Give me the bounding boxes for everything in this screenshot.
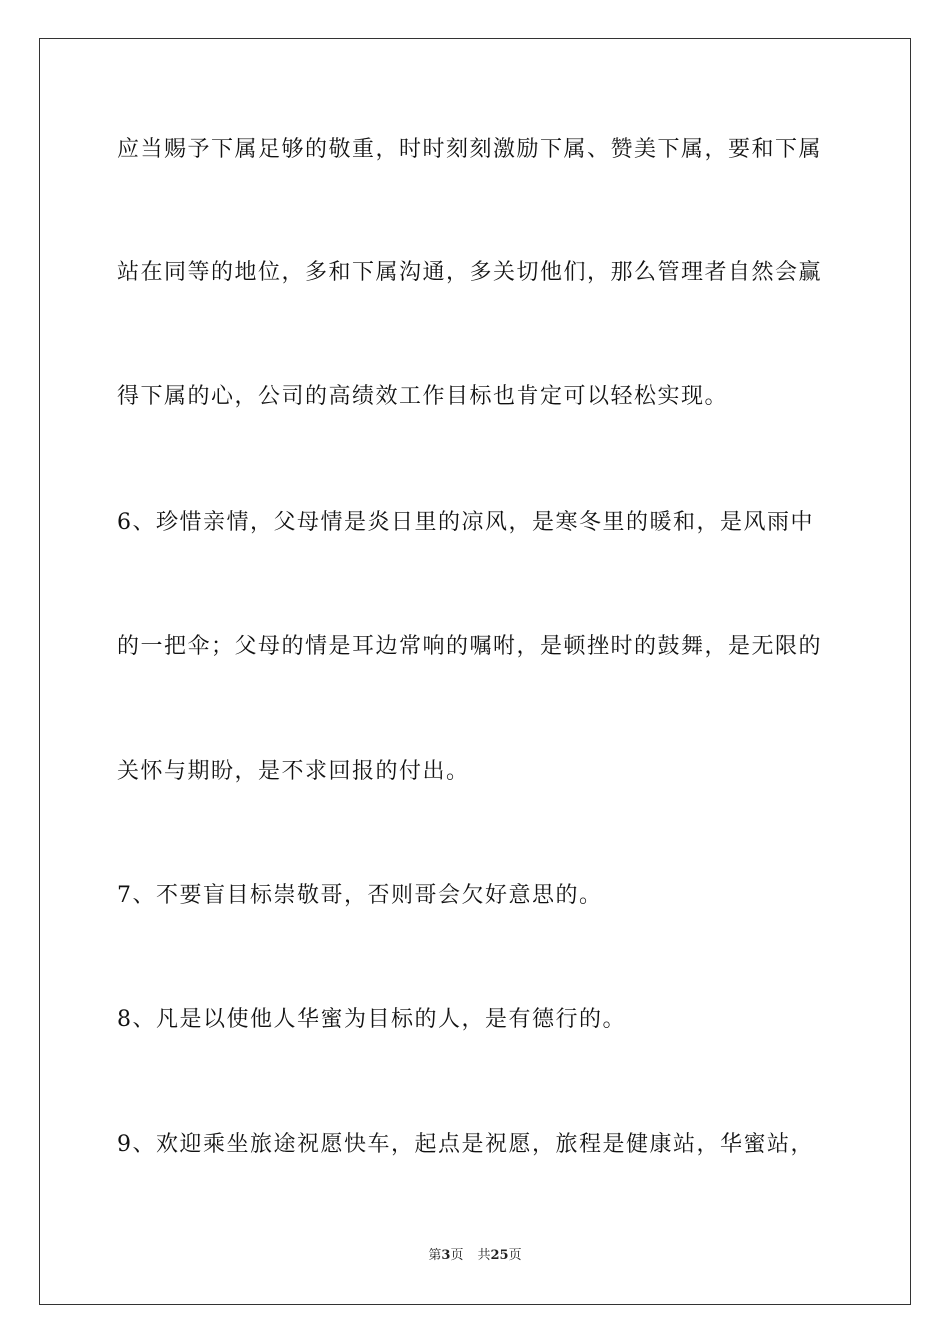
page-border [39, 38, 911, 1305]
footer-page-number: 3 [441, 1248, 451, 1263]
body-line: 9、欢迎乘坐旅途祝愿快车，起点是祝愿，旅程是健康站，华蜜站， [117, 1132, 814, 1157]
body-line: 关怀与期盼，是不求回报的付出。 [117, 759, 470, 784]
body-line: 7、不要盲目标崇敬哥，否则哥会欠好意思的。 [117, 883, 603, 908]
footer-total-suffix: 页 [508, 1248, 522, 1263]
footer-page-prefix: 第 [428, 1248, 442, 1263]
body-line: 8、凡是以使他人华蜜为目标的人，是有德行的。 [117, 1007, 626, 1032]
footer-total-prefix: 共 [477, 1248, 491, 1263]
footer-page-suffix: 页 [450, 1248, 464, 1263]
body-line: 得下属的心，公司的高绩效工作目标也肯定可以轻松实现。 [117, 384, 729, 409]
body-line: 站在同等的地位，多和下属沟通，多关切他们，那么管理者自然会赢 [117, 260, 823, 285]
body-line: 6、珍惜亲情，父母情是炎日里的凉风，是寒冬里的暖和，是风雨中 [117, 510, 814, 535]
body-line: 的一把伞；父母的情是耳边常响的嘱咐，是顿挫时的鼓舞，是无限的 [117, 634, 823, 659]
footer-total-pages: 25 [490, 1248, 509, 1263]
body-line: 应当赐予下属足够的敬重，时时刻刻激励下属、赞美下属，要和下属 [117, 137, 823, 162]
page-footer [0, 1247, 950, 1265]
